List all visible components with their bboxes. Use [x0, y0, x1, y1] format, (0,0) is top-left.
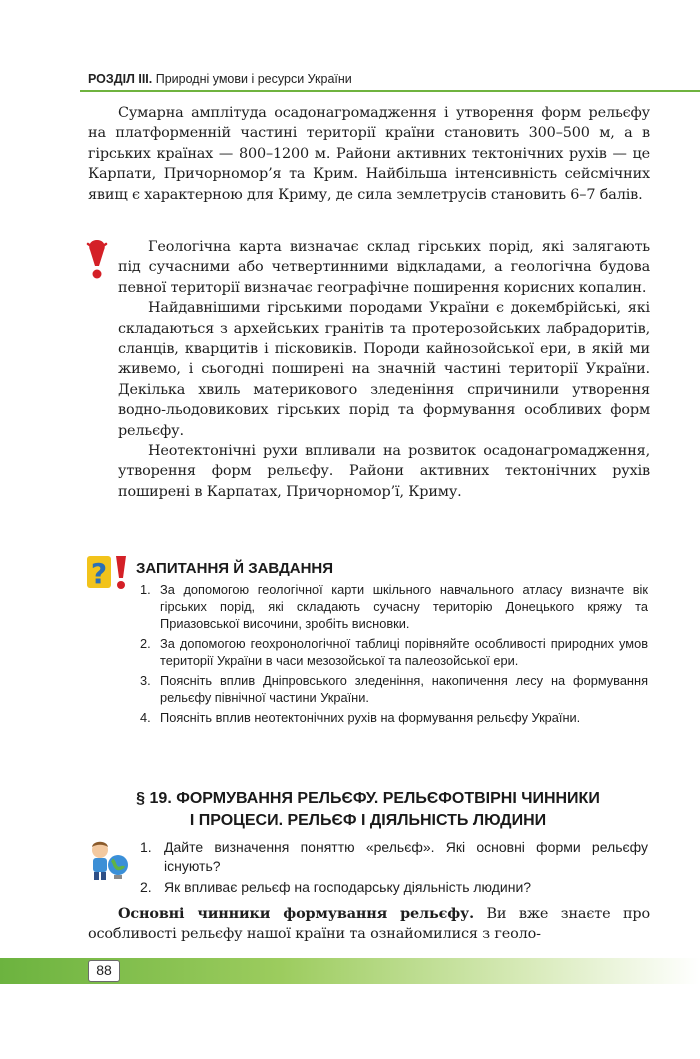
item-text: Як впливає рельєф на господарську діяльність людини? [164, 879, 532, 895]
header-title: Природні умови і ресурси України [155, 72, 352, 86]
geology-block [118, 237, 650, 502]
section-title [88, 788, 648, 832]
item-number: 1. [140, 839, 152, 855]
item-number: 1. [140, 582, 151, 597]
item-text: За допомогою геологічної карти шкільного навчального атласу визначте вік гірських порід, які складають сучасну територію Донецького кряжу та Приазовської височини, зробіть висновки. [160, 582, 648, 631]
paragraph-oldest-rocks: Найдавнішими гірськими породами України є докембрійські, які складаються з архейських гранітів та протерозойських лабрадоритів, сланців, кварцитів і пісковиків. Породи кайнозойської ери, в якій ми живемо, і сьогодні поширені на значній частині території України. Декілька хвиль материкового зледеніння спричинили утворення водно-льодовикових гірських порід та формування особливих форм рельєфу. [118, 300, 650, 439]
intro-questions-list [140, 838, 648, 899]
list-item [140, 581, 648, 632]
item-number: 2. [140, 636, 151, 651]
running-header [88, 72, 700, 86]
list-item [140, 672, 648, 706]
questions-list [140, 581, 648, 729]
list-item [140, 635, 648, 669]
lead-text: Ви вже знаєте про особливості рельєфу нашої країни та ознайомилися з геоло- [88, 906, 650, 943]
student-globe-icon [84, 838, 132, 882]
paragraph-text [88, 904, 650, 945]
list-item [140, 838, 648, 876]
exclamation-icon [84, 236, 110, 282]
question-exclamation-icon [86, 552, 130, 592]
item-text: Дайте визначення поняттю «рельєф». Які основні форми рельєфу існують? [164, 839, 648, 874]
bold-lead: Основні чинники формування рельєфу. [118, 905, 474, 922]
questions-title: ЗАПИТАННЯ Й ЗАВДАННЯ [136, 560, 334, 577]
list-item [140, 878, 648, 897]
svg-text:?: ? [90, 557, 108, 590]
header-section: РОЗДІЛ ІІІ. [88, 72, 153, 86]
item-number: 4. [140, 710, 151, 725]
paragraph-text: Сумарна амплітуда осадонагромадження і утворення форм рельєфу на платформенній частині території країни становить 300–500 м, а в гірських країнах — 800–1200 м. Райони активних тектонічних рухів — це Карпати, Причорномор’я та Крим. Найбільша інтенсивність сейсмічних явищ є характерною для Криму, де сила землетрусів становить 6–7 балів. [88, 105, 650, 203]
list-item [140, 709, 648, 726]
item-number: 2. [140, 879, 152, 895]
section-title-line-2: І ПРОЦЕСИ. РЕЛЬЄФ І ДІЯЛЬНІСТЬ ЛЮДИНИ [189, 812, 547, 829]
section-title-line-1: § 19. ФОРМУВАННЯ РЕЛЬЄФУ. РЕЛЬЄФОТВІРНІ ЧИННИКИ [136, 790, 600, 807]
paragraph-geo-map: Геологічна карта визначає склад гірських порід, які залягають під сучасними або четвертинними відкладами, а геологічна будова певної території визначає географічне поширення корисних копалин. [118, 239, 650, 296]
paragraph-amplitude [88, 103, 650, 205]
item-text: За допомогою геохронологічної таблиці порівняйте особливості природних умов території України в часи мезозойської та палеозойської ери. [160, 636, 648, 668]
header-rule [80, 90, 700, 92]
item-text: Поясніть вплив неотектонічних рухів на формування рельєфу України. [160, 710, 581, 725]
item-number: 3. [140, 673, 151, 688]
page-number: 88 [88, 960, 120, 982]
paragraph-relief-factors [88, 904, 650, 945]
item-text: Поясніть вплив Дніпровського зледеніння, накопичення лесу на формування рельєфу північної частини України. [160, 673, 648, 705]
paragraph-neotectonic: Неотектонічні рухи впливали на розвиток осадонагромадження, утворення форм рельєфу. Райони активних тектонічних рухів поширені в Карпатах, Причорномор’ї, Криму. [118, 443, 650, 500]
